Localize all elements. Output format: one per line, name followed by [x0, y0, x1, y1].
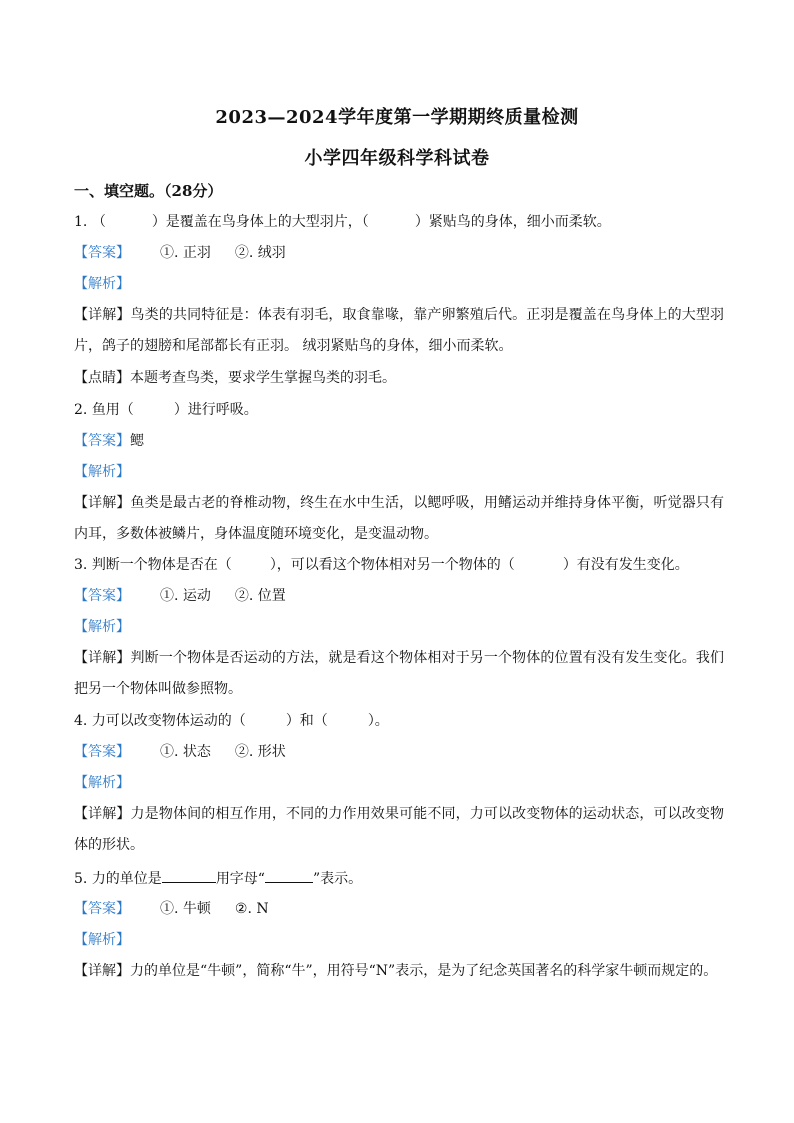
answer-tag: 【答案】 [74, 245, 130, 261]
question-number: 2. [74, 402, 88, 418]
fill-blank [265, 868, 313, 883]
note-text: 本题考查鸟类，要求学生掌握鸟类的羽毛。 [130, 370, 396, 386]
detail-tag: 【详解】 [74, 963, 130, 979]
detail-tag: 【详解】 [74, 495, 131, 511]
answer-value: ②. N [234, 901, 269, 917]
answer-2 [74, 431, 724, 451]
analysis-3 [74, 617, 724, 637]
note-1 [74, 368, 724, 388]
question-stem: ）。 [367, 713, 389, 729]
question-number: 4. [74, 713, 88, 729]
answer-value: ①. 正羽 [160, 245, 211, 261]
analysis-tag: 【解析】 [74, 775, 130, 791]
question-stem: （ [91, 214, 106, 230]
analysis-tag: 【解析】 [74, 276, 130, 292]
analysis-tag: 【解析】 [74, 619, 130, 635]
answer-value: ②. 绒羽 [234, 245, 286, 261]
question-1 [74, 212, 724, 232]
exam-subtitle: 小学四年级科学科试卷 [304, 148, 490, 169]
detail-text: 判断一个物体是否运动的方法，就是看这个物体相对于另一个物体的位置有没有发生变化。我们把另一个物体叫做参照物。 [74, 650, 725, 697]
answer-5 [74, 899, 724, 919]
detail-text: 力是物体间的相互作用，不同的力作用效果可能不同，力可以改变物体的运动状态，可以改变物体的形状。 [74, 806, 725, 853]
note-tag: 【点睛】 [74, 370, 130, 386]
exam-title: 2023—2024学年度第一学期期终质量检测 [215, 107, 579, 128]
analysis-tag: 【解析】 [74, 464, 130, 480]
question-stem: ”表示。 [312, 871, 363, 887]
answer-tag: 【答案】 [74, 588, 130, 604]
answer-4 [74, 742, 724, 762]
answer-value: ②. 形状 [234, 744, 286, 760]
answer-tag: 【答案】 [74, 433, 130, 449]
answer-tag: 【答案】 [74, 901, 130, 917]
question-stem: 用字母“ [215, 871, 265, 887]
question-stem: ）和（ [285, 713, 328, 729]
detail-text: 力的单位是“牛顿”，简称“牛”，用符号“N”表示，是为了纪念英国著名的科学家牛顿而规定的。 [130, 963, 718, 979]
answer-value: ②. 位置 [234, 588, 286, 604]
detail-text: 鱼类是最古老的脊椎动物，终生在水中生活，以鳃呼吸，用鳍运动并维持身体平衡，听觉器只有内耳，多数体被鳞片，身体温度随环境变化，是变温动物。 [74, 495, 725, 542]
question-stem: ）有没有发生变化。 [562, 557, 689, 573]
detail-3 [74, 643, 724, 705]
answer-value: 鳃 [130, 433, 144, 449]
question-stem: ），可以看这个物体相对另一个物体的（ [269, 557, 515, 573]
question-5 [74, 868, 724, 889]
analysis-4 [74, 773, 724, 793]
answer-value: ①. 运动 [160, 588, 211, 604]
question-stem: 力的单位是 [91, 871, 162, 887]
answer-3 [74, 586, 724, 606]
question-number: 5. [74, 871, 88, 887]
detail-tag: 【详解】 [74, 307, 131, 323]
question-stem: ）进行呼吸。 [173, 402, 258, 418]
answer-1 [74, 243, 724, 263]
question-stem: ）是覆盖在鸟身体上的大型羽片，（ [151, 214, 369, 230]
answer-value: ①. 牛顿 [160, 901, 211, 917]
detail-4 [74, 799, 724, 861]
detail-1 [74, 300, 724, 362]
question-stem: 判断一个物体是否在（ [91, 557, 232, 573]
detail-tag: 【详解】 [74, 806, 131, 822]
answer-value: ①. 状态 [160, 744, 211, 760]
detail-tag: 【详解】 [74, 650, 131, 666]
question-stem: ）紧贴鸟的身体，细小而柔软。 [414, 214, 611, 230]
analysis-1 [74, 274, 724, 294]
analysis-tag: 【解析】 [74, 932, 130, 948]
question-number: 3. [74, 557, 88, 573]
question-number: 1. [74, 214, 88, 230]
answer-tag: 【答案】 [74, 744, 130, 760]
analysis-5 [74, 930, 724, 950]
question-3 [74, 555, 724, 575]
fill-blank [162, 868, 216, 883]
detail-2 [74, 488, 724, 550]
question-4 [74, 711, 724, 731]
question-stem: 力可以改变物体运动的（ [91, 713, 246, 729]
section-heading: 一、填空题。（28分） [74, 182, 223, 200]
question-2 [74, 400, 724, 420]
detail-text: 鸟类的共同特征是：体表有羽毛，取食靠喙，靠产卵繁殖后代。正羽是覆盖在鸟身体上的大型羽片，鸽子的翅膀和尾部都长有正羽。 绒羽紧贴鸟的身体，细小而柔软。 [74, 307, 725, 354]
question-stem: 鱼用（ [91, 402, 134, 418]
analysis-2 [74, 462, 724, 482]
detail-5 [74, 956, 724, 987]
